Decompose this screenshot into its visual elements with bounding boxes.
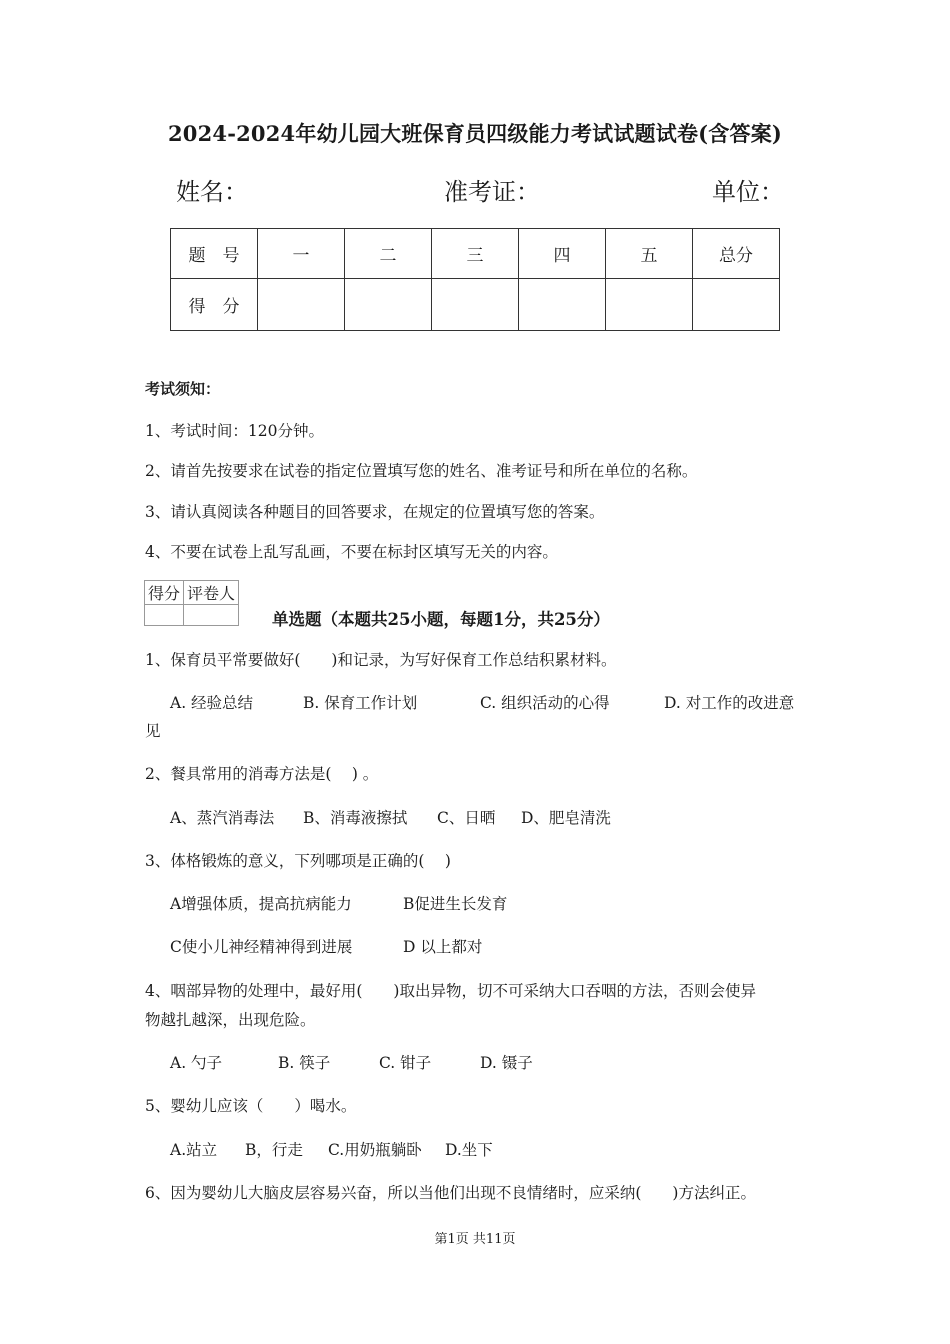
score-header-cell: 一 <box>258 229 345 279</box>
score-header-cell: 五 <box>606 229 693 279</box>
notice-heading: 考试须知： <box>145 380 221 398</box>
question-4: 4、咽部异物的处理中，最好用( )取出异物，切不可采纳大口吞咽的方法，否则会使异 <box>145 982 756 1000</box>
question-4-wrap: 物越扎越深，出现危险。 <box>145 1011 316 1029</box>
score-header-cell: 四 <box>519 229 606 279</box>
section-title: 单选题（本题共25小题，每题1分，共25分） <box>272 610 610 629</box>
q1-option-a[interactable]: A. 经验总结 <box>170 694 254 712</box>
grader-reviewer-cell[interactable] <box>184 605 239 626</box>
score-row-label: 得 分 <box>171 279 258 331</box>
q2-option-d[interactable]: D、肥皂清洗 <box>521 809 611 827</box>
question-5: 5、婴幼儿应该（ ）喝水。 <box>145 1097 357 1115</box>
q1-option-c[interactable]: C. 组织活动的心得 <box>480 694 610 712</box>
grader-reviewer-label: 评卷人 <box>184 581 239 605</box>
q2-option-b[interactable]: B、消毒液擦拭 <box>303 809 408 827</box>
unit-label: 单位： <box>712 178 784 206</box>
score-input-cell[interactable] <box>519 279 606 331</box>
score-table <box>170 228 780 331</box>
grader-score-cell[interactable] <box>145 605 184 626</box>
grader-table <box>144 580 239 626</box>
notice-item: 3、请认真阅读各种题目的回答要求，在规定的位置填写您的答案。 <box>145 503 605 521</box>
score-input-cell[interactable] <box>693 279 780 331</box>
score-table-score-row <box>171 279 780 331</box>
score-input-cell[interactable] <box>432 279 519 331</box>
notice-item: 4、不要在试卷上乱写乱画，不要在标封区填写无关的内容。 <box>145 543 558 561</box>
question-1: 1、保育员平常要做好( )和记录，为写好保育工作总结积累材料。 <box>145 651 617 669</box>
score-header-cell: 三 <box>432 229 519 279</box>
q4-option-d[interactable]: D. 镊子 <box>480 1054 533 1072</box>
q5-option-c[interactable]: C.用奶瓶躺卧 <box>328 1141 422 1159</box>
q3-option-c[interactable]: C使小儿神经精神得到进展 <box>170 938 353 956</box>
q5-option-a[interactable]: A.站立 <box>170 1141 218 1159</box>
q3-option-b[interactable]: B促进生长发育 <box>403 895 508 913</box>
q1-option-b[interactable]: B. 保育工作计划 <box>303 694 418 712</box>
score-input-cell[interactable] <box>345 279 432 331</box>
q2-option-a[interactable]: A、蒸汽消毒法 <box>170 809 275 827</box>
question-3: 3、体格锻炼的意义，下列哪项是正确的( ) <box>145 852 451 870</box>
q2-option-c[interactable]: C、日晒 <box>437 809 496 827</box>
q5-option-b[interactable]: B，行走 <box>245 1141 303 1159</box>
q4-option-b[interactable]: B. 筷子 <box>278 1054 331 1072</box>
question-6: 6、因为婴幼儿大脑皮层容易兴奋，所以当他们出现不良情绪时，应采纳( )方法纠正。 <box>145 1184 756 1202</box>
question-2: 2、餐具常用的消毒方法是( ) 。 <box>145 765 379 783</box>
page-footer: 第1页 共11页 <box>434 1232 516 1247</box>
score-table-header-row <box>171 229 780 279</box>
score-input-cell[interactable] <box>258 279 345 331</box>
exam-id-label: 准考证： <box>444 178 540 206</box>
score-header-cell: 二 <box>345 229 432 279</box>
score-input-cell[interactable] <box>606 279 693 331</box>
q3-option-d[interactable]: D 以上都对 <box>403 938 483 956</box>
q1-option-d[interactable]: D. 对工作的改进意 <box>664 694 795 712</box>
name-label: 姓名： <box>176 178 248 206</box>
q5-option-d[interactable]: D.坐下 <box>445 1141 493 1159</box>
q4-option-a[interactable]: A. 勺子 <box>170 1054 223 1072</box>
q1-option-d-wrap: 见 <box>145 722 161 740</box>
score-header-cell: 题 号 <box>171 229 258 279</box>
notice-item: 1、考试时间：120分钟。 <box>145 422 324 440</box>
grader-score-label: 得分 <box>145 581 184 605</box>
notice-item: 2、请首先按要求在试卷的指定位置填写您的姓名、准考证号和所在单位的名称。 <box>145 462 698 480</box>
score-header-cell: 总分 <box>693 229 780 279</box>
q3-option-a[interactable]: A增强体质，提高抗病能力 <box>170 895 352 913</box>
q4-option-c[interactable]: C. 钳子 <box>379 1054 432 1072</box>
document-title: 2024-2024年幼儿园大班保育员四级能力考试试题试卷(含答案) <box>167 121 783 146</box>
